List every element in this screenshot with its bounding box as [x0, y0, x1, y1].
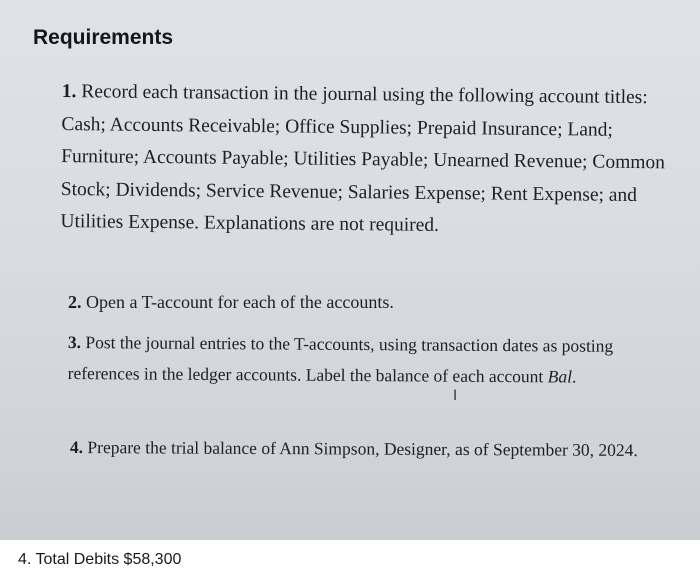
requirement-1-text: Record each transaction in the journal using the following account titles: Cash; Accounts Receivable; Office Supplies; Prepaid Insurance; Land; Furniture; Accounts Payable; Utilities Payable; Unearned Revenue; Common Stock; Dividends; Service Revenue; Salaries Expense; Rent Expense; and Utilities Expense. Explanations are not required.: [60, 81, 666, 236]
requirement-4-text: Prepare the trial balance of Ann Simpson, Designer, as of September 30, 2024.: [82, 437, 638, 460]
requirement-1: [60, 76, 687, 245]
requirement-3-text: Post the journal entries to the T-accounts, using transaction dates as posting references in the ledger accounts. Label the balance of each account: [67, 332, 614, 387]
text-cursor-icon: I: [453, 388, 458, 404]
requirement-4-number: 4.: [69, 436, 84, 458]
requirement-3-italic-text: Bal: [547, 366, 573, 387]
requirement-2: [68, 287, 668, 317]
page-title: Requirements: [33, 26, 174, 49]
requirement-3: [68, 327, 678, 393]
answer-text: 4. Total Debits $58,300: [18, 551, 182, 568]
requirement-1-number: 1.: [61, 80, 77, 103]
requirement-2-text: Open a T-account for each of the accounts.: [81, 292, 394, 312]
requirement-3-text-end: .: [571, 366, 577, 387]
requirement-3-number: 3.: [67, 331, 82, 353]
requirement-2-number: 2.: [68, 292, 82, 312]
requirement-4: [70, 432, 670, 465]
